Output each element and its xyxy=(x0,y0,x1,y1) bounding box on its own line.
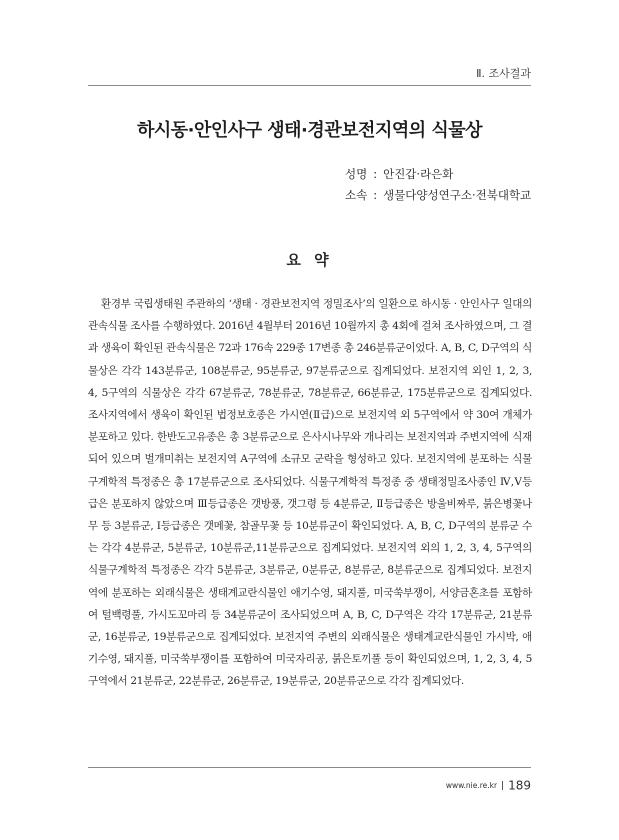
header-divider xyxy=(88,85,531,86)
name-value: 안진갑·라은화 xyxy=(383,167,454,181)
affiliation-line xyxy=(345,187,531,203)
author-line xyxy=(345,166,453,182)
footer-url: www.nie.re.kr xyxy=(445,781,498,790)
affiliation-label: 소속 xyxy=(345,188,368,202)
page-title: 하시동·안인사구 생태·경관보전지역의 식물상 xyxy=(136,120,483,141)
footer-divider xyxy=(88,767,531,768)
footer-separator xyxy=(502,781,503,790)
page-number: 189 xyxy=(508,778,531,793)
affiliation-separator: : xyxy=(373,188,378,202)
name-label: 성명 xyxy=(345,167,368,181)
section-label: Ⅱ. 조사결과 xyxy=(476,67,531,80)
affiliation-value: 생물다양성연구소·전북대학교 xyxy=(383,188,532,202)
name-separator: : xyxy=(373,167,378,181)
footer xyxy=(446,775,531,794)
summary-body: 환경부 국립생태원 주관하의 ‘생태 · 경관보전지역 정밀조사’의 일환으로 하시동 · 안인사구 일대의 관속식물 조사를 수행하였다. 2016년 4월부터 2016년 10월까지 총 4회에 걸쳐 조사하였으며, 그 결과 생육이 확인된 관속식물은 72과 176속 229종 17변종 총 246분류군이었다. A, B, C, D구역의 식물상은 각각 143분류군, 108분류군, 95분류군, 97분류군으로 집계되었다. 보전지역 외인 1, 2, 3, 4, 5구역의 식물상은 각각 67분류군, 78분류군, 78분류군, 66분류군, 175분류군으로 집계되었다. 조사지역에서 생육이 확인된 법정보호종은 가시연(Ⅱ급)으로 보전지역 외 5구역에서 약 30여 개체가 분포하고 있다. 한반도고유종은 총 3분류군으로 은사시나무와 개나리는 보전지역과 주변지역에 식재되어 있으며 벌개미취는 보전지역 A구역에 소규모 군락을 형성하고 있다. 보전지역에 분포하는 식물구계학적 특정종은 총 17분류군으로 조사되었다. 식물구계학적 특정종 중 생태정밀조사종인 Ⅳ,Ⅴ등급은 분포하지 않았으며 Ⅲ등급종은 갯방풍, 갯그령 등 4분류군, Ⅱ등급종은 방울비짜루, 붉은병꽃나무 등 3분류군, Ⅰ등급종은 갯메꽃, 참골무꽃 등 10분류군이 확인되었다. A, B, C, D구역의 분류군 수는 각각 4분류군, 5분류군, 10분류군,11분류군으로 집계되었다. 보전지역 외의 1, 2, 3, 4, 5구역의 식물구계학적 특정종은 각각 5분류군, 3분류군, 0분류군, 8분류군, 8분류군으로 집계되었다. 보전지역에 분포하는 외래식물은 생태계교란식물인 애기수영, 돼지풀, 미국쑥부쟁이, 서양금혼초를 포함하여 털백령풀, 가시도꼬마리 등 34분류군이 조사되었으며 A, B, C, D구역은 각각 17분류군, 21분류군, 16분류군, 19분류군으로 집계되었다. 보전지역 주변의 외래식물은 생태계교란식물인 가시박, 애기수영, 돼지풀, 미국쑥부쟁이를 포함하여 미국자리공, 붉은토끼풀 등이 확인되었으며, 1, 2, 3, 4, 5구역에서 21분류군, 22분류군, 26분류군, 19분류군, 20분류군으로 각각 집계되었다. xyxy=(88,298,532,688)
summary-heading: 요 약 xyxy=(286,251,333,269)
